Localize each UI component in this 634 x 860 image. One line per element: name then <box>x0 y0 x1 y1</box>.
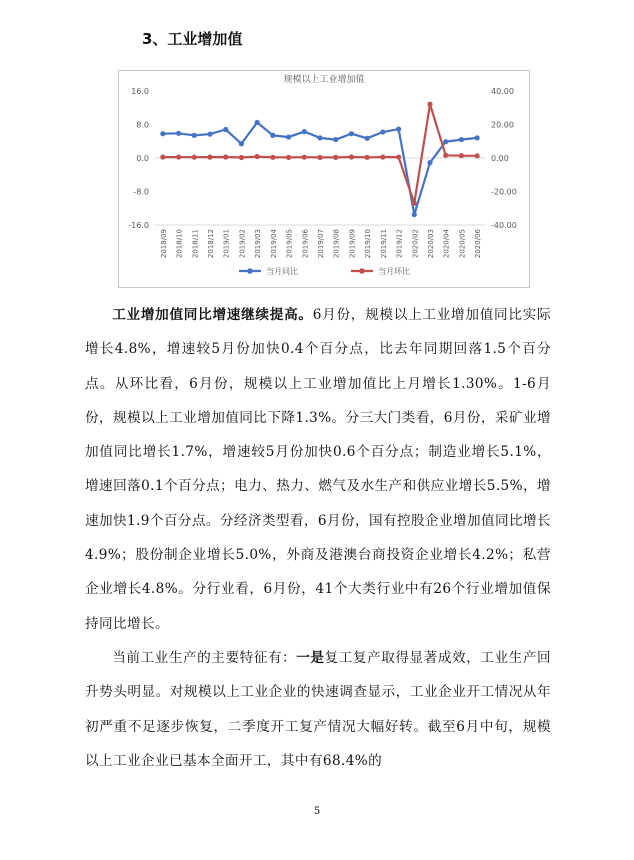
paragraph-1 <box>85 298 551 641</box>
paragraph-1-text: 6月份，规模以上工业增加值同比实际增长4.8%，增速较5月份加快0.4个百分点，比去年同期回落1.5个百分点。从环比看，6月份，规模以上工业增加值比上月增长1.30%。1-6月份，规模以上工业增加值同比下降1.3%。分三大门类看，6月份，采矿业增加值同比增长1.7%，增速较5月份加快0.6个百分点；制造业增长5.1%，增速回落0.1个百分点；电力、热力、燃气及水生产和供应业增长5.5%，增速加快1.9个百分点。分经济类型看，6月份，国有控股企业增加值同比增长4.9%；股份制企业增长5.0%，外商及港澳台商投资企业增长4.2%；私营企业增长4.8%。分行业看，6月份，41个大类行业中有26个行业增加值保持同比增长。 <box>85 307 551 632</box>
series-1-point <box>365 136 370 141</box>
series-1-point <box>270 133 275 138</box>
series-2-point <box>459 153 464 158</box>
chart-frame <box>118 70 530 288</box>
series-1-point <box>239 141 244 146</box>
legend-label-1: 当月同比 <box>266 267 298 276</box>
series-1-point <box>459 137 464 142</box>
series-1-point <box>160 131 165 136</box>
x-tick-label: 2019/01 <box>222 229 231 259</box>
series-1-point <box>427 160 432 165</box>
y-right-tick-label: -20.00 <box>491 187 517 197</box>
series-2-point <box>302 155 307 160</box>
x-tick-label: 2020/04 <box>442 229 451 259</box>
chart-title: 规模以上工业增加值 <box>283 75 365 85</box>
x-tick-label: 2019/04 <box>269 229 278 259</box>
y-right-tick-label: 0.00 <box>491 154 509 163</box>
x-tick-label: 2019/06 <box>301 229 310 259</box>
series-2-point <box>207 155 212 160</box>
series-1-point <box>207 132 212 137</box>
x-tick-label: 2020/05 <box>458 229 467 259</box>
x-tick-label: 2018/12 <box>207 229 215 259</box>
y-left-tick-label: 16.0 <box>131 87 149 96</box>
paragraph-2-text: 复工复产取得显著成效，工业生产回升势头明显。对规模以上工业企业的快速调查显示，工业企业开工情况从年初严重不足逐步恢复，二季度开工复产情况大幅好转。截至6月中旬，规模以上工业企业已基本全面开工，其中有68.4%的 <box>85 649 551 769</box>
x-tick-label: 2018/09 <box>159 229 168 259</box>
series-2-point <box>239 155 244 160</box>
series-1-point <box>412 212 417 217</box>
series-2-point <box>160 154 165 159</box>
x-tick-label: 2019/02 <box>238 229 247 259</box>
series-2-point <box>176 154 181 159</box>
x-tick-label: 2020/02 <box>411 229 420 259</box>
section-heading: 3、工业增加值 <box>142 30 243 48</box>
series-1-point <box>333 137 338 142</box>
paragraph-1-lead: 工业增加值同比增速继续提高。 <box>112 307 313 323</box>
series-1-point <box>286 134 291 139</box>
x-tick-label: 2019/12 <box>395 229 404 259</box>
paragraph-2 <box>85 641 551 778</box>
series-2-point <box>317 155 322 160</box>
series-1-point <box>192 133 197 138</box>
y-right-tick-label: -40.00 <box>491 221 517 230</box>
legend-label-2: 当月环比 <box>378 267 410 276</box>
series-1-point <box>443 139 448 144</box>
page-number: 5 <box>313 806 321 817</box>
y-right-tick-label: 20.00 <box>491 120 514 130</box>
series-2-point <box>270 155 275 160</box>
series-2-point <box>365 155 370 160</box>
series-1-point <box>302 129 307 134</box>
series-2-point <box>255 154 260 159</box>
x-tick-label: 2020/03 <box>427 229 435 259</box>
x-tick-label: 2018/11 <box>191 229 200 259</box>
series-2-point <box>427 102 432 107</box>
series-1-point <box>255 120 260 125</box>
x-tick-label: 2019/03 <box>254 229 263 259</box>
series-1-point <box>223 127 228 132</box>
series-1-point <box>176 131 181 136</box>
series-2-point <box>380 154 385 159</box>
series-1-point <box>317 135 322 140</box>
legend-marker-1 <box>247 268 253 274</box>
series-2-point <box>333 155 338 160</box>
x-tick-label: 2018/10 <box>175 229 184 259</box>
legend-marker-2 <box>359 268 365 274</box>
y-left-tick-label: -8.0 <box>133 187 149 197</box>
y-left-tick-label: 8.0 <box>136 120 149 130</box>
x-tick-label: 2019/07 <box>317 229 325 259</box>
x-tick-label: 2019/08 <box>332 229 341 259</box>
body-text <box>85 298 551 778</box>
series-2-point <box>223 154 228 159</box>
series-2-point <box>349 154 354 159</box>
series-2-point <box>396 154 401 159</box>
series-1-point <box>380 129 385 134</box>
paragraph-2-intro: 当前工业生产的主要特征有： <box>112 649 297 666</box>
y-left-tick-label: 0.0 <box>136 154 149 163</box>
paragraph-2-lead: 一是 <box>296 649 325 666</box>
x-tick-label: 2019/09 <box>348 229 357 259</box>
x-tick-label: 2019/05 <box>285 229 294 259</box>
series-2-point <box>412 201 417 206</box>
x-tick-label: 2020/06 <box>474 229 483 259</box>
y-right-tick-label: 40.00 <box>491 87 514 96</box>
y-left-tick-label: -16.0 <box>128 221 149 230</box>
series-line-2 <box>163 104 477 203</box>
series-2-point <box>192 155 197 160</box>
series-2-point <box>443 153 448 158</box>
industrial-value-chart <box>119 71 529 287</box>
series-1-point <box>475 135 480 140</box>
series-2-point <box>286 155 291 160</box>
series-1-point <box>396 127 401 132</box>
x-tick-label: 2019/10 <box>364 229 373 259</box>
x-tick-label: 2019/11 <box>379 229 388 259</box>
series-1-point <box>349 131 354 136</box>
series-2-point <box>475 153 480 158</box>
